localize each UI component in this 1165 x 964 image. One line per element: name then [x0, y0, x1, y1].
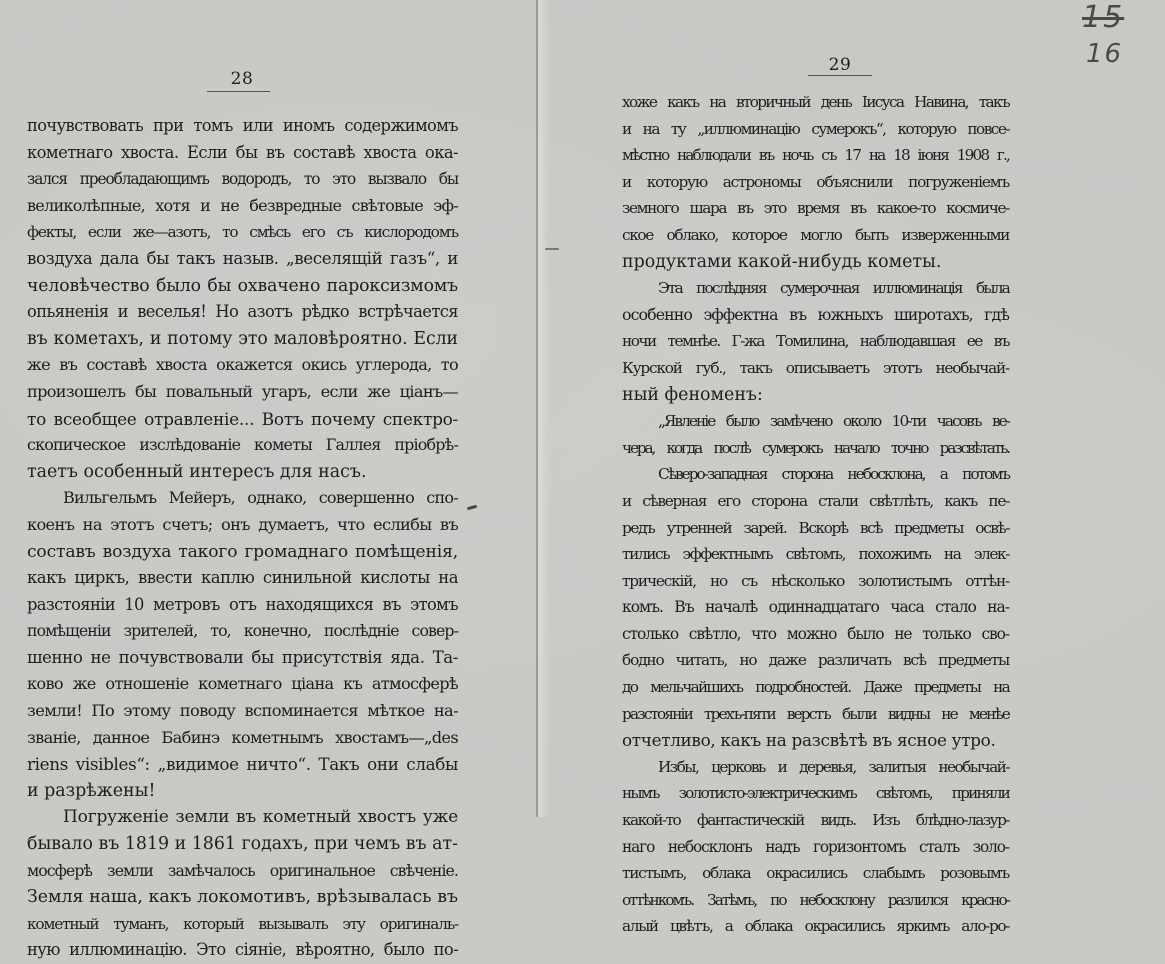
text-line: „Явленіе было замѣчено около 10-ти часовъ ве- — [658, 412, 1009, 431]
text-line: Эта послѣдняя сумерочная иллюминація была — [658, 279, 1009, 298]
text-line: разстояніи 10 метровъ отъ находящихся въ этомъ — [27, 594, 458, 614]
text-line: земли! По этому поводу вспоминается мѣткое на- — [27, 701, 458, 721]
text-line: шенно не почувствовали бы присутствія яда. Та- — [27, 647, 458, 667]
text-line: фекты, если же—азотъ, то смѣсь его съ кислородомъ — [27, 223, 458, 242]
text-line: и разрѣжены! — [27, 780, 156, 801]
text-line: riens visibles“: „видимое ничто“. Такъ они слабы — [27, 754, 458, 775]
text-line: бодно читать, но даже различать всѣ предметы — [622, 651, 1009, 670]
text-line: и на ту „иллюминацію сумерокъ“, которую повсе- — [622, 119, 1009, 138]
text-line: же въ составѣ хвоста окажется окись углерода, то — [27, 355, 458, 375]
text-line: оттѣнкомъ. Затѣмъ, по небосклону разлился красно- — [622, 890, 1009, 909]
text-line: тились эффектнымъ свѣтомъ, похожимъ на элек- — [622, 545, 1009, 564]
text-line: какой-то фантастическій видъ. Изъ блѣдно-лазур- — [622, 811, 1009, 830]
text-line: земного шара въ это время въ какое-то космиче- — [622, 199, 1009, 218]
text-line: до мельчайшихъ подробностей. Даже предметы на — [622, 678, 1009, 697]
text-line: Сѣверо-западная сторона небосклона, а потомъ — [658, 465, 1009, 484]
text-line: опьяненія и веселья! Но азотъ рѣдко встрѣчается — [27, 302, 458, 322]
text-line: продуктами какой-нибудь кометы. — [622, 251, 942, 272]
text-line: Избы, церковь и деревья, залитыя необычай- — [658, 757, 1009, 776]
right-page-body — [622, 89, 1009, 940]
text-line: кометнаго хвоста. Если бы въ составѣ хвоста ока- — [27, 142, 458, 162]
text-line: ково же отношеніе кометнаго ціана къ атмосферѣ — [27, 674, 458, 694]
text-line: Вильгельмъ Мейеръ, однако, совершенно спо- — [63, 488, 458, 508]
text-line: таетъ особенный интересъ для насъ. — [27, 461, 367, 482]
text-line: кометный туманъ, который вызывалъ эту оригиналь- — [27, 914, 458, 933]
left-page-number: 28 — [230, 69, 254, 89]
handwritten-crossed-number: 15 — [1082, 0, 1125, 35]
text-line: трическій, но съ нѣсколько золотистымъ оттѣн- — [622, 571, 1009, 590]
text-line: особенно эффектна въ южныхъ широтахъ, гдѣ — [622, 304, 1009, 324]
text-line: мосферѣ земли замѣчалось оригинальное свѣченіе. — [27, 860, 458, 880]
text-line: отчетливо, какъ на разсвѣтѣ въ ясное утро. — [622, 730, 996, 751]
text-line: хоже какъ на вторичный день Іисуса Навина, такъ — [622, 93, 1009, 111]
text-line: редъ утренней зарей. Вскорѣ всѣ предметы освѣ- — [622, 518, 1009, 537]
text-line: нымъ золотисто-электрическимъ свѣтомъ, приняли — [622, 784, 1009, 803]
text-line: Погруженіе земли въ кометный хвостъ уже — [63, 807, 458, 828]
text-line: въ кометахъ, и потому это маловѣроятно. Если — [27, 328, 458, 349]
text-line: зался преобладающимъ водородъ, то это вызвало бы — [27, 170, 458, 189]
text-line: человѣчество было бы охвачено пароксизмомъ — [27, 275, 458, 296]
text-line: ночи темнѣе. Г-жа Томилина, наблюдавшая ее въ — [622, 332, 1009, 351]
text-line: ную иллюминацію. Это сіяніе, вѣроятно, было по- — [27, 940, 458, 960]
left-page-body — [27, 113, 458, 964]
text-line: разстояніи трехъ-пяти верстъ были видны не менѣе — [622, 704, 1009, 723]
text-line: ское облако, которое могло быть изверженными — [622, 225, 1009, 244]
left-page-number-rule — [207, 91, 270, 92]
text-line: Земля наша, какъ локомотивъ, врѣзывалась въ — [27, 887, 458, 908]
handwritten-annotation — [1082, 0, 1165, 70]
text-line: алый цвѣтъ, а облака окрасились яркимъ ало-ро- — [622, 917, 1009, 936]
text-line: какъ циркъ, ввести каплю синильной кислоты на — [27, 568, 458, 588]
right-page-number: 29 — [828, 55, 852, 75]
text-line: то всеобщее отравленіе... Вотъ почему спектро- — [27, 408, 458, 429]
text-line: бывало въ 1819 и 1861 годахъ, при чемъ въ ат- — [27, 834, 458, 855]
text-line: великолѣпные, хотя и не безвредные свѣтовые эф- — [27, 195, 458, 215]
handwritten-number: 16 — [1086, 39, 1124, 69]
text-line: и которую астрономы объяснили погруженіемъ — [622, 172, 1009, 191]
left-page — [0, 0, 537, 960]
text-line: составъ воздуха такого громаднаго помѣщенія, — [27, 541, 458, 562]
text-line: и сѣверная его сторона стали свѣтлѣть, какъ пе- — [622, 491, 1009, 510]
text-line: столько свѣтло, что можно было не только сво- — [622, 624, 1009, 643]
text-line: коенъ на этотъ счетъ; онъ думаетъ, что еслибы въ — [27, 514, 458, 534]
text-line: произошелъ бы повальный угаръ, если же ціанъ— — [27, 381, 458, 401]
text-line: тистымъ, облака окрасились слабымъ розовымъ — [622, 864, 1009, 883]
text-line: комъ. Въ началѣ одиннадцатаго часа стало на- — [622, 598, 1009, 617]
text-line: Курской губ., такъ описываетъ этотъ необычай- — [622, 358, 1009, 377]
text-line: званіе, данное Бабинэ кометнымъ хвостамъ—„des — [27, 727, 458, 747]
text-line: мѣстно наблюдали въ ночь съ 17 на 18 іюня 1908 г., — [622, 146, 1009, 165]
text-line: чера, когда послѣ сумерокъ начало точно разсвѣтать. — [622, 438, 1009, 457]
text-line: воздуха дала бы такъ назыв. „веселящій газъ“, и — [27, 248, 458, 268]
text-line: наго небосклонъ надъ горизонтомъ сталъ золо- — [622, 837, 1009, 856]
text-line: почувствовать при томъ или иномъ содержимомъ — [27, 116, 458, 135]
text-line: ный феноменъ: — [622, 384, 763, 405]
right-page-number-rule — [808, 75, 872, 76]
text-line: скопическое изслѣдованіе кометы Галлея пріобрѣ- — [27, 435, 458, 455]
right-page — [539, 0, 1165, 936]
text-line: помѣщеніи зрителей, то, конечно, послѣдніе совер- — [27, 621, 458, 641]
